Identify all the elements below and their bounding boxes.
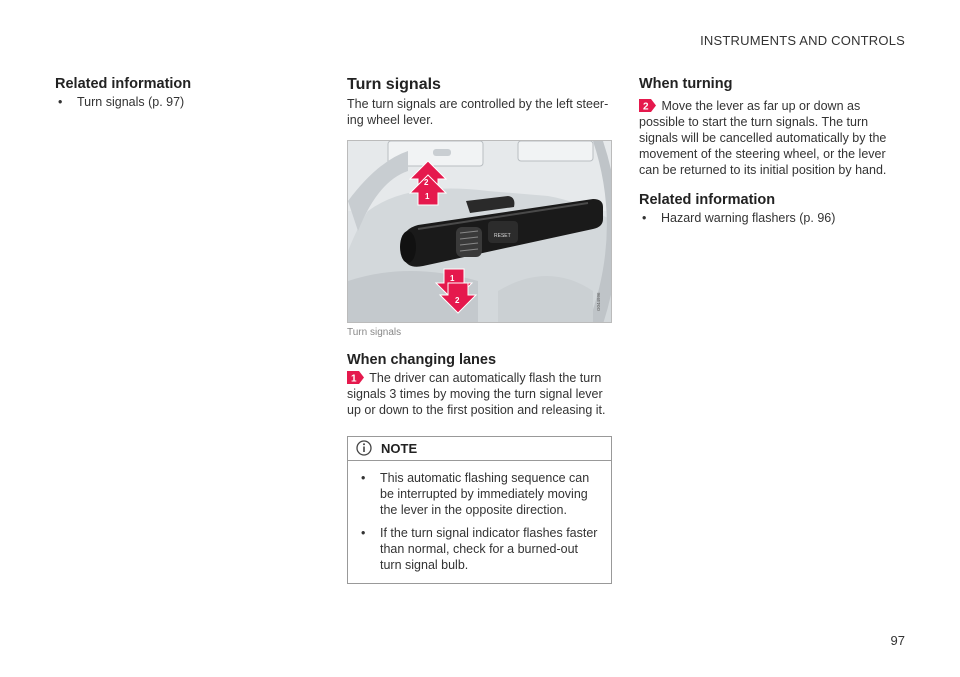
- note-item: • This automatic flashing sequence can be interrupted by immediately moving the lever in the opposite direction.: [358, 470, 601, 518]
- arrow-label-down-2: 2: [455, 296, 460, 305]
- svg-text:1: 1: [351, 373, 357, 384]
- reset-label: RESET: [494, 233, 511, 239]
- intro-text: The turn signals are controlled by the left steer-ing wheel lever.: [347, 97, 609, 127]
- note-list: [358, 470, 601, 573]
- when-turning-body: Move the lever as far up or down as possible to start the turn signals. The turn signals will be cancelled automatically by the movement of the steering wheel, or the lever can be returned to its initial position by hand.: [639, 99, 887, 177]
- related-info-heading: Related information: [55, 76, 192, 92]
- figure-caption: Turn signals: [347, 327, 402, 338]
- note-header: [348, 437, 611, 461]
- step-2-icon: [639, 99, 656, 112]
- image-code: G044996: [596, 292, 601, 311]
- turn-signal-illustration: [347, 140, 612, 323]
- related-link-hazard-flashers[interactable]: • Hazard warning flashers (p. 96): [639, 210, 906, 226]
- related-links-list-2: [639, 210, 906, 226]
- changing-lanes-body: The driver can automatically flash the turn signals 3 times by moving the turn signal lever up or down to the first position and releasing it.: [347, 371, 606, 417]
- note-box: [347, 436, 612, 584]
- page-title: Turn signals: [347, 76, 441, 93]
- column-related-info: [55, 76, 305, 110]
- when-turning-heading: When turning: [639, 76, 733, 92]
- when-turning-text: [639, 98, 906, 178]
- arrow-label-down-1: 1: [450, 274, 455, 283]
- arrow-label-up-1: 1: [425, 192, 430, 201]
- changing-lanes-heading: When changing lanes: [347, 352, 497, 368]
- arrow-label-up-2: 2: [424, 178, 429, 187]
- page-number: 97: [890, 633, 905, 648]
- section-header: INSTRUMENTS AND CONTROLS: [700, 33, 905, 48]
- svg-text:2: 2: [643, 101, 649, 112]
- note-title: NOTE: [381, 440, 418, 456]
- related-info-heading-2: Related information: [639, 192, 776, 208]
- column-when-turning: [639, 76, 906, 226]
- step-1-icon: [347, 371, 364, 384]
- related-links-list: [55, 94, 305, 110]
- column-turn-signals: [347, 76, 614, 584]
- info-icon: [356, 440, 372, 456]
- related-link-turn-signals[interactable]: • Turn signals (p. 97): [55, 94, 305, 110]
- changing-lanes-text: [347, 370, 614, 418]
- note-item: • If the turn signal indicator flashes faster than normal, check for a burned-out turn signal bulb.: [358, 525, 601, 573]
